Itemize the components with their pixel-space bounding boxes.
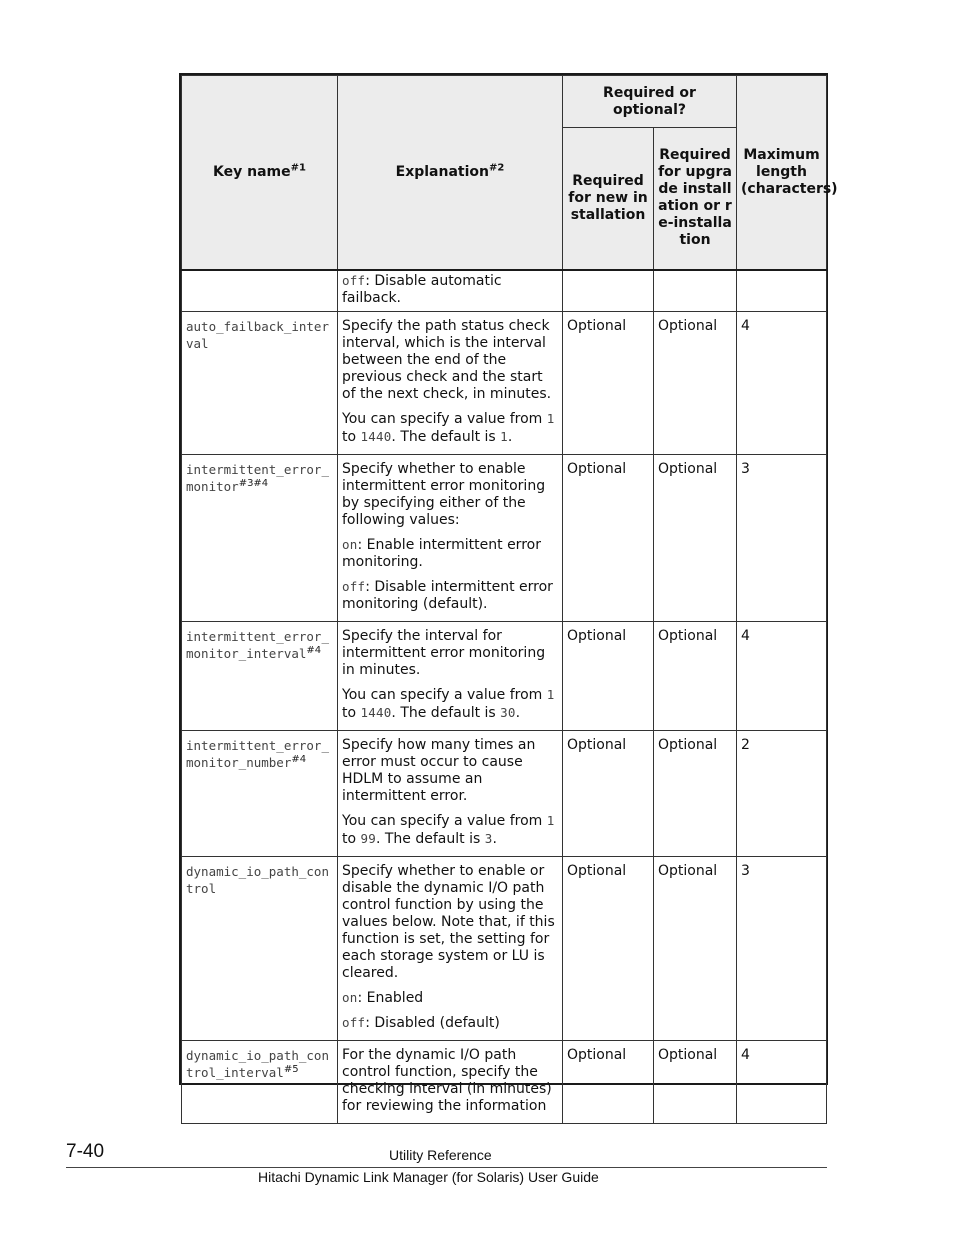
page-number: 7-40 [66, 1141, 105, 1162]
key-cell: intermittent_error_monitor_number$^{\#4}$ [182, 731, 338, 857]
header-explanation: Explanation$^{\#2}$ [338, 76, 563, 270]
header-required-upgrade: Required for upgrade installation or re-installation [654, 128, 737, 270]
key-table [179, 73, 838, 1114]
required-upgrade-cell: Optional [654, 1041, 737, 1124]
explanation-cell: Specify the interval for intermittent error monitoring in minutes. You can specify a value from 1 to 1440. The default is 30. [338, 622, 563, 731]
required-new-cell: Optional [563, 622, 654, 731]
header-key-name: Key name$^{\#1}$ [182, 76, 338, 270]
max-length-cell: 4 [737, 312, 827, 455]
table-row [182, 622, 827, 731]
explanation-cell: Specify the path status check interval, which is the interval between the end of the previous check and the start of the next check, in minutes. You can specify a value from 1 to 1440. The default is 1. [338, 312, 563, 455]
max-length-cell: 4 [737, 1041, 827, 1124]
required-upgrade-cell: Optional [654, 455, 737, 622]
required-new-cell: Optional [563, 731, 654, 857]
required-new-cell: Optional [563, 1041, 654, 1124]
required-upgrade-cell: Optional [654, 731, 737, 857]
section-title: Utility Reference [389, 1147, 492, 1163]
footer-divider [66, 1167, 827, 1168]
max-length-cell: 3 [737, 857, 827, 1041]
explanation-cell: off: Disable automatic failback. [338, 270, 563, 312]
key-cell: intermittent_error_monitor$^{\#3\#4}$ [182, 455, 338, 622]
key-cell: intermittent_error_monitor_interval$^{\#4}$ [182, 622, 338, 731]
key-cell: dynamic_io_path_control_interval$^{\#5}$ [182, 1041, 338, 1124]
explanation-cell: Specify whether to enable intermittent error monitoring by specifying either of the following values: on: Enable intermittent error monitoring. off: Disable intermittent error monitoring (default). [338, 455, 563, 622]
max-length-cell: 2 [737, 731, 827, 857]
header-required-or-optional: Required or optional? [563, 76, 737, 128]
required-new-cell: Optional [563, 312, 654, 455]
required-upgrade-cell: Optional [654, 312, 737, 455]
explanation-cell: Specify whether to enable or disable the dynamic I/O path control function by using the values below. Note that, if this function is set, the setting for each storage system or LU is cleared. on: Enabled off: Disabled (default) [338, 857, 563, 1041]
explanation-cell: For the dynamic I/O path control function, specify the checking interval (in minutes) for reviewing the information [338, 1041, 563, 1124]
table-row [182, 731, 827, 857]
header-max-length: Maximum length (characters) [737, 76, 827, 270]
table-row [182, 312, 827, 455]
required-new-cell: Optional [563, 455, 654, 622]
table-row [182, 455, 827, 622]
header-required-new: Required for new installation [563, 128, 654, 270]
key-cell: auto_failback_interval [182, 312, 338, 455]
explanation-cell: Specify how many times an error must occur to cause HDLM to assume an intermittent error. You can specify a value from 1 to 99. The default is 3. [338, 731, 563, 857]
max-length-cell: 4 [737, 622, 827, 731]
table-row [182, 1041, 827, 1124]
guide-title: Hitachi Dynamic Link Manager (for Solaris) User Guide [258, 1169, 599, 1185]
required-new-cell: Optional [563, 857, 654, 1041]
table-row [182, 857, 827, 1041]
table-row [182, 270, 827, 312]
max-length-cell: 3 [737, 455, 827, 622]
required-upgrade-cell: Optional [654, 622, 737, 731]
required-upgrade-cell: Optional [654, 857, 737, 1041]
key-cell [182, 270, 338, 312]
key-cell: dynamic_io_path_control [182, 857, 338, 1041]
